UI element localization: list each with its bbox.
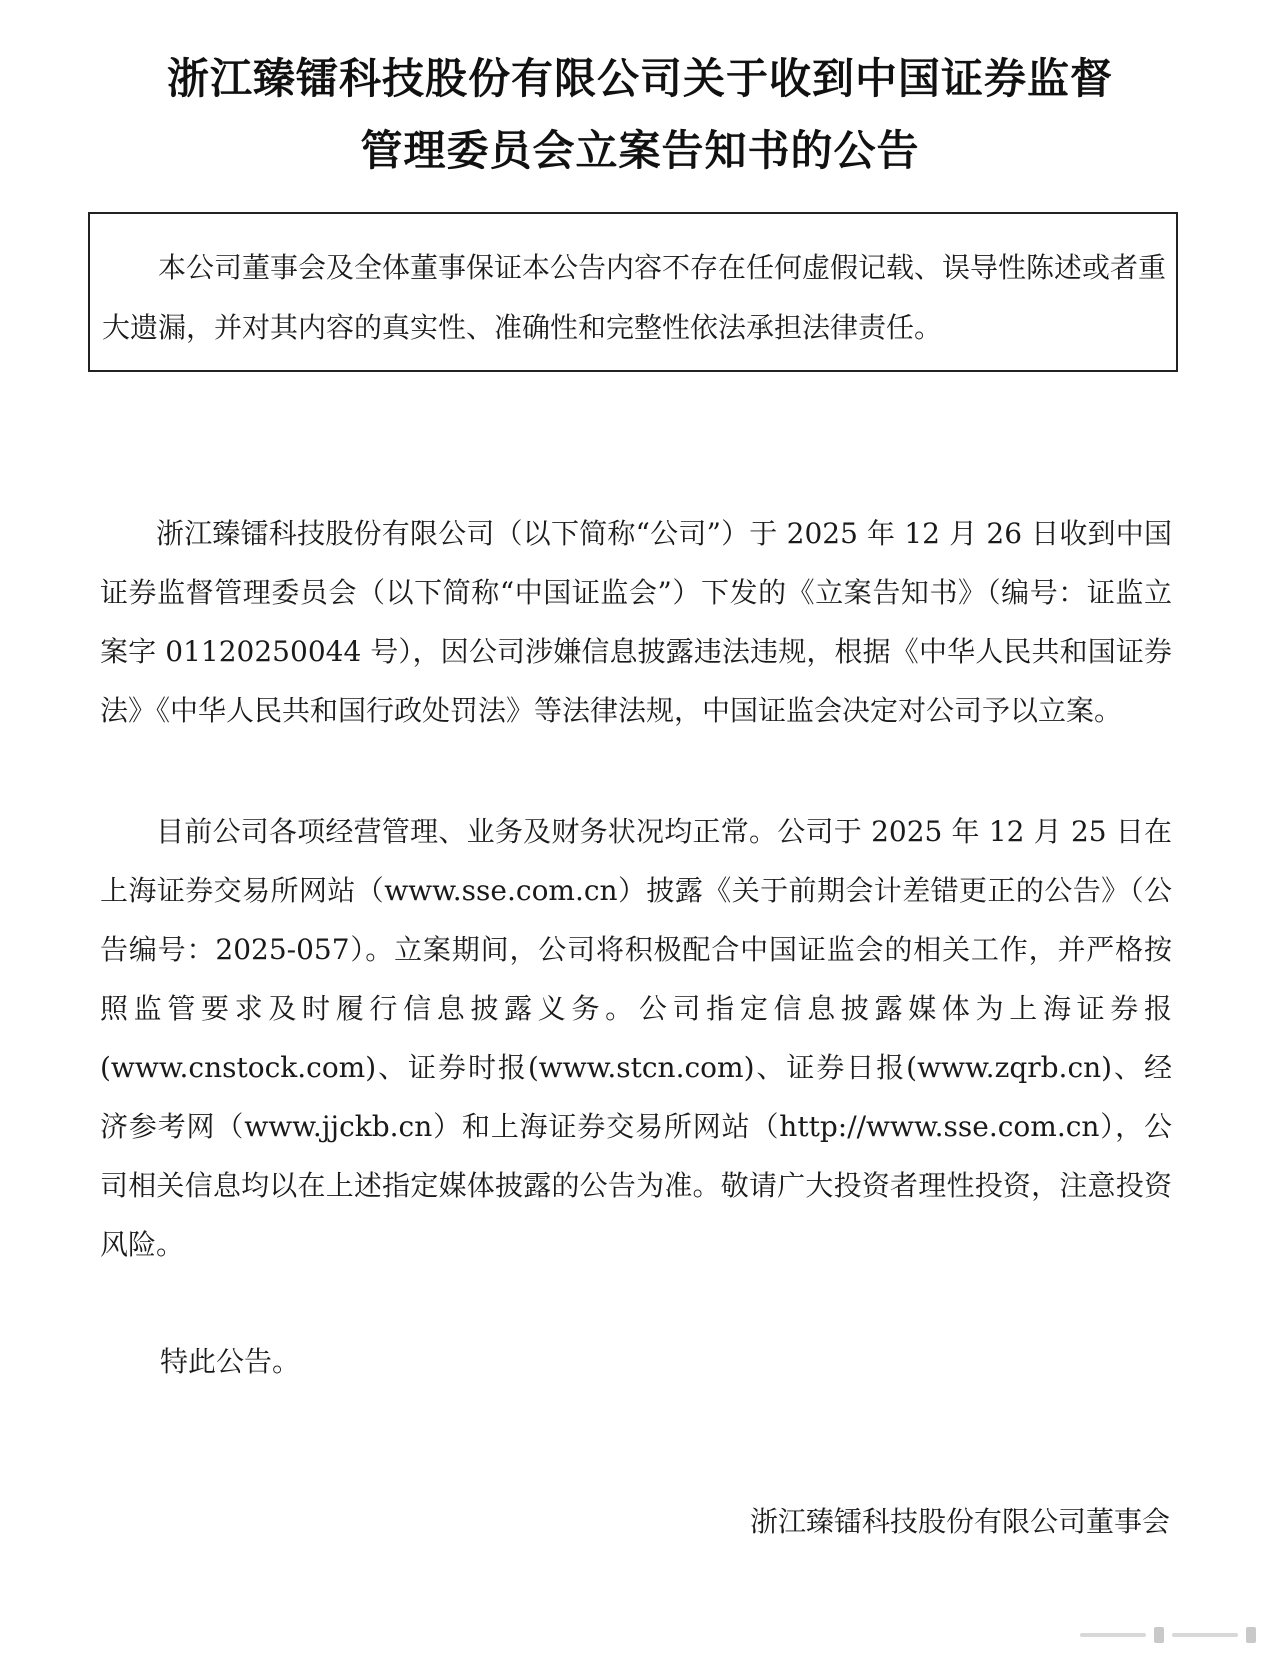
page-scroll-indicator[interactable] xyxy=(1080,1626,1256,1644)
body-paragraph-1-container xyxy=(100,504,1172,740)
signature-board-of-directors: 浙江臻镭科技股份有限公司董事会 xyxy=(749,1505,1170,1538)
body-paragraph-2-container xyxy=(100,802,1172,1274)
closing-statement: 特此公告。 xyxy=(160,1345,301,1378)
document-title-line-2: 管理委员会立案告知书的公告 xyxy=(360,126,920,175)
resize-handle-icon[interactable] xyxy=(1246,1627,1256,1643)
board-guarantee-statement: 本公司董事会及全体董事保证本公告内容不存在任何虚假记载、误导性陈述或者重大遗漏，并对其内容的真实性、准确性和完整性依法承担法律责任。 xyxy=(102,251,1167,344)
board-guarantee-notice-box xyxy=(88,212,1178,372)
body-paragraph-2: 目前公司各项经营管理、业务及财务状况均正常。公司于 2025 年 12 月 25 日在上海证券交易所网站（www.sse.com.cn）披露《关于前期会计差错更正的公告》（公告编号：2025-057）。立案期间，公司将积极配合中国证监会的相关工作，并严格按照监管要求及时履行信息披露义务。公司指定信息披露媒体为上海证券报(www.cnstock.com)、证券时报(www.stcn.com)、证券日报(www.zqrb.cn)、经济参考网（www.jjckb.cn）和上海证券交易所网站（http://www.sse.com.cn），公司相关信息均以在上述指定媒体披露的公告为准。敬请广大投资者理性投资，注意投资风险。 xyxy=(100,815,1172,1261)
scroll-handle-icon[interactable] xyxy=(1154,1627,1164,1643)
body-paragraph-1: 浙江臻镭科技股份有限公司（以下简称“公司”）于 2025 年 12 月 26 日收到中国证券监督管理委员会（以下简称“中国证监会”）下发的《立案告知书》（编号：证监立案字 01120250044 号），因公司涉嫌信息披露违法违规，根据《中华人民共和国证券法》《中华人民共和国行政处罚法》等法律法规，中国证监会决定对公司予以立案。 xyxy=(100,517,1172,727)
document-title-line-1: 浙江臻镭科技股份有限公司关于收到中国证券监督 xyxy=(166,54,1113,103)
scroll-track-right[interactable] xyxy=(1172,1633,1238,1637)
scroll-track[interactable] xyxy=(1080,1633,1146,1637)
